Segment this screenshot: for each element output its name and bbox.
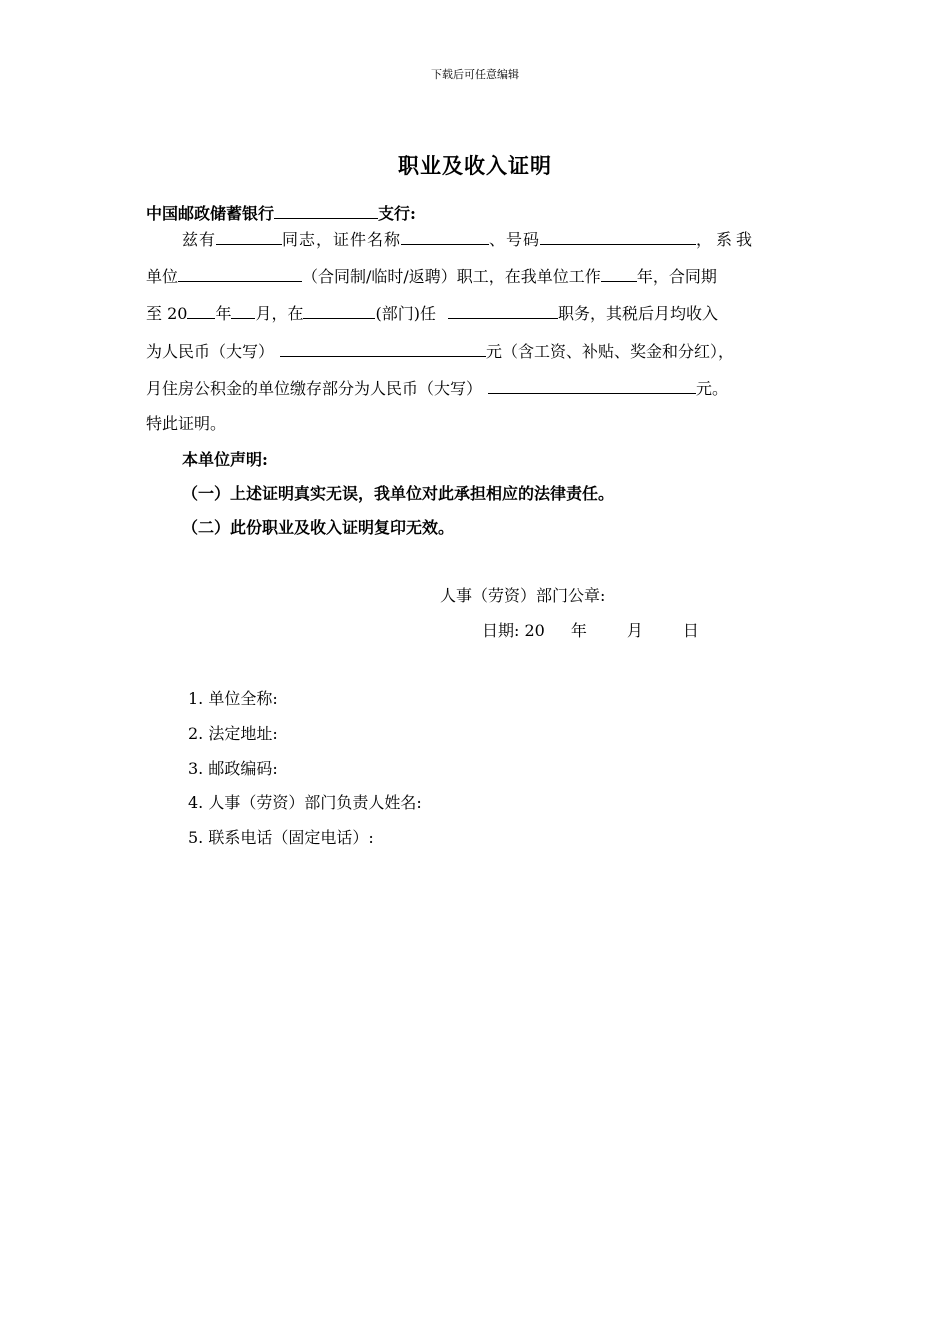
paragraph-line-2	[146, 265, 717, 287]
unit-blank[interactable]	[178, 265, 302, 282]
bank-name: 中国邮政储蓄银行	[146, 204, 275, 223]
salutation	[146, 202, 416, 224]
document-title: 职业及收入证明	[398, 153, 552, 178]
text-segment: 职务，其税后月均收入	[557, 304, 718, 323]
id-number-blank[interactable]	[540, 228, 696, 245]
contract-year-blank[interactable]	[187, 302, 215, 319]
list-item: 4. 人事（劳资）部门负责人姓名:	[188, 793, 422, 812]
declaration-item-1: （一）上述证明真实无误，我单位对此承担相应的法律责任。	[182, 484, 615, 503]
paragraph-line-4	[146, 340, 734, 362]
paragraph-line-1	[182, 228, 756, 250]
text-segment: 为人民币（大写）	[146, 342, 275, 361]
years-blank[interactable]	[601, 265, 637, 282]
date-month: 月	[626, 621, 643, 640]
list-item: 2. 法定地址:	[188, 724, 278, 743]
name-blank[interactable]	[216, 228, 282, 245]
date-year: 年	[570, 621, 587, 640]
header-note: 下载后可任意编辑	[431, 68, 519, 81]
declaration-item-2: （二）此份职业及收入证明复印无效。	[182, 518, 455, 537]
date-day: 日	[682, 621, 699, 640]
position-blank[interactable]	[448, 302, 558, 319]
date-line	[482, 621, 699, 641]
text-segment: 年，合同期	[636, 267, 717, 286]
declaration-heading: 本单位声明:	[182, 450, 268, 469]
text-segment: 、号码	[489, 230, 541, 249]
text-segment: 月住房公积金的单位缴存部分为人民币（大写）	[146, 379, 483, 398]
text-segment: 同志，证件名称	[282, 230, 402, 249]
closing-line: 特此证明。	[146, 414, 227, 433]
list-item: 1. 单位全称:	[188, 689, 278, 708]
paragraph-line-3	[146, 302, 718, 324]
seal-label: 人事（劳资）部门公章:	[440, 586, 606, 605]
text-segment: 单位	[146, 267, 179, 286]
text-segment: （合同制/临时/返聘）职工，在我单位工作	[302, 267, 601, 286]
income-amount-blank[interactable]	[280, 340, 486, 357]
text-segment: ，系我	[696, 230, 757, 249]
list-item: 3. 邮政编码:	[188, 759, 278, 778]
housing-fund-blank[interactable]	[488, 377, 696, 394]
paragraph-line-5	[146, 377, 728, 399]
department-blank[interactable]	[303, 302, 375, 319]
branch-suffix: 支行:	[378, 204, 416, 223]
branch-blank[interactable]	[274, 202, 378, 219]
id-type-blank[interactable]	[401, 228, 489, 245]
text-segment: (部门)任	[375, 304, 436, 323]
date-label: 日期: 20	[482, 621, 545, 640]
contract-month-blank[interactable]	[231, 302, 255, 319]
text-segment: 兹有	[182, 230, 217, 249]
text-segment: 至 20	[146, 304, 188, 323]
list-item: 5. 联系电话（固定电话）:	[188, 828, 374, 847]
text-segment: 月，在	[255, 304, 304, 323]
text-segment: 元（含工资、补贴、奖金和分红），	[486, 342, 735, 361]
text-segment: 元。	[696, 379, 729, 398]
text-segment: 年	[215, 304, 232, 323]
